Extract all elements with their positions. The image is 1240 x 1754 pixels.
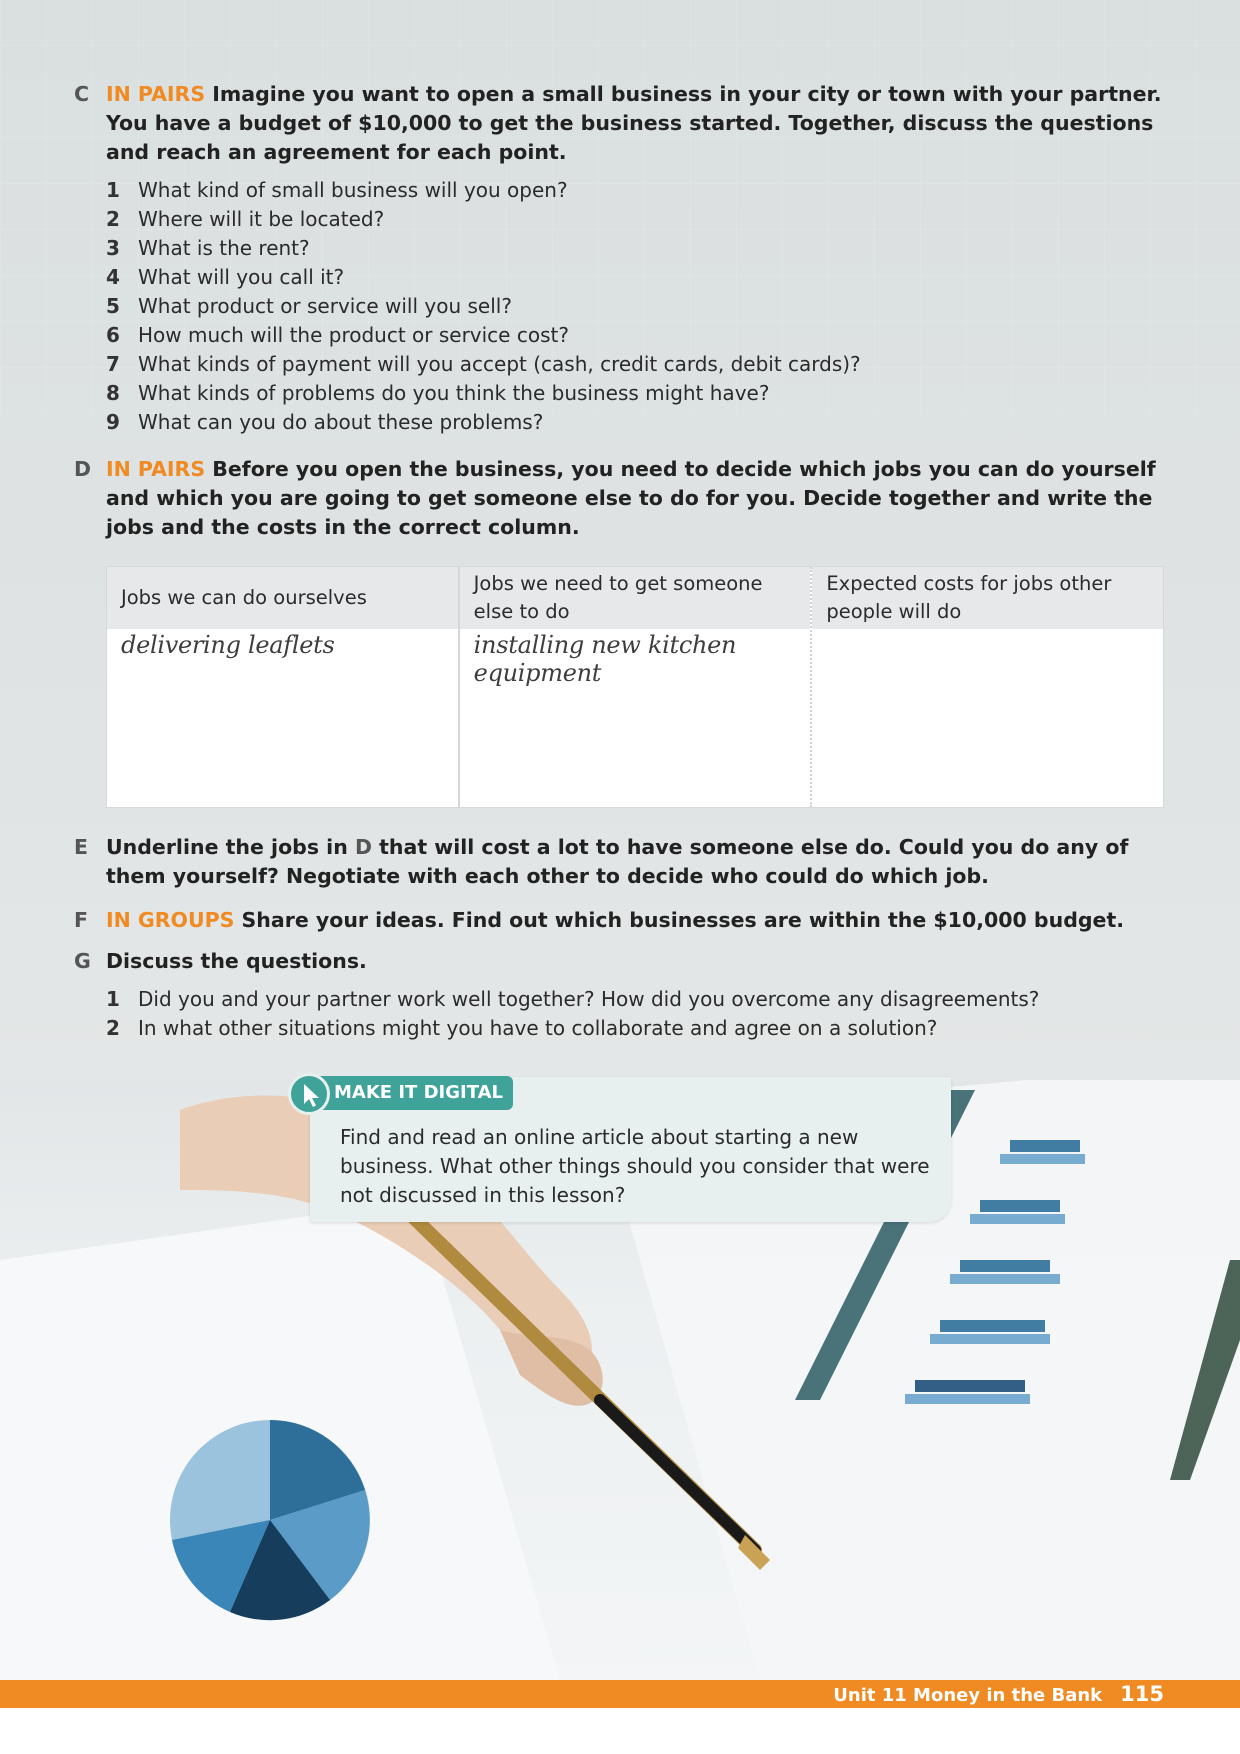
table-cell[interactable]: installing new kitchen equipment	[473, 631, 737, 687]
section-letter: G	[74, 949, 91, 973]
make-it-digital-badge: MAKE IT DIGITAL	[318, 1076, 513, 1110]
make-it-digital-text: Find and read an online article about starting a new business. What other things should you consider that were not discussed in this lesson?	[340, 1125, 930, 1207]
section-f-instruction: Share your ideas. Find out which businesses are within the $10,000 budget.	[241, 908, 1125, 932]
section-c-heading	[74, 80, 1174, 167]
table-cell[interactable]	[812, 629, 1163, 633]
section-c-instruction: Imagine you want to open a small business in your city or town with your partner. You have a budget of $10,000 to get the business started. Together, discuss the questions and reach an agreement for each point.	[106, 82, 1162, 164]
table-cell[interactable]: delivering leaflets	[121, 631, 335, 659]
section-f	[74, 906, 1174, 935]
section-e-text-before: Underline the jobs in	[106, 835, 355, 859]
table-column	[812, 567, 1163, 807]
section-d-heading	[74, 455, 1174, 542]
section-d	[74, 455, 1174, 542]
list-item: 5 What product or service will you sell?	[106, 294, 512, 318]
list-item: 3 What is the rent?	[106, 236, 310, 260]
section-g	[74, 947, 1174, 1043]
list-item: 1 What kind of small business will you open?	[106, 178, 568, 202]
list-item: 7 What kinds of payment will you accept (cash, credit cards, debit cards)?	[106, 352, 861, 376]
page-margin	[0, 1708, 1240, 1754]
page-number: 115	[1120, 1682, 1164, 1706]
section-e-text-after: that will cost a lot to have someone else do. Could you do any of them yourself? Negotiate with each other to decide who could do which job.	[106, 835, 1129, 888]
table-header: Jobs we need to get someone else to do	[460, 567, 811, 629]
list-item: 6 How much will the product or service cost?	[106, 323, 569, 347]
section-d-instruction: Before you open the business, you need to decide which jobs you can do yourself and which you are going to get someone else to do for you. Decide together and write the jobs and the costs in the correct column.	[106, 457, 1156, 539]
group-tag: IN GROUPS	[106, 908, 235, 932]
table-header: Expected costs for jobs other people will do	[812, 567, 1163, 629]
cursor-icon	[288, 1073, 330, 1115]
list-item: 9 What can you do about these problems?	[106, 410, 544, 434]
list-item: 4 What will you call it?	[106, 265, 345, 289]
table-column	[460, 567, 813, 807]
pair-tag: IN PAIRS	[106, 457, 206, 481]
section-c	[74, 80, 1174, 437]
section-letter: D	[74, 457, 92, 481]
jobs-table	[106, 566, 1164, 808]
section-letter: E	[74, 835, 89, 859]
list-item: 8 What kinds of problems do you think the business might have?	[106, 381, 770, 405]
table-column	[107, 567, 460, 807]
unit-title: Unit 11 Money in the Bank	[833, 1685, 1103, 1706]
page-footer	[0, 1680, 1240, 1708]
section-ref: D	[354, 835, 372, 859]
section-e	[74, 833, 1174, 891]
list-item: 2 In what other situations might you have to collaborate and agree on a solution?	[106, 1016, 938, 1040]
list-item: 2 Where will it be located?	[106, 207, 385, 231]
section-g-instruction: Discuss the questions.	[106, 949, 367, 973]
list-item: 1 Did you and your partner work well together? How did you overcome any disagreements?	[106, 987, 1040, 1011]
section-letter: F	[74, 908, 89, 932]
section-letter: C	[74, 82, 90, 106]
pair-tag: IN PAIRS	[106, 82, 206, 106]
section-c-questions	[106, 176, 1174, 437]
table-header: Jobs we can do ourselves	[107, 567, 458, 629]
section-g-questions	[106, 985, 1174, 1043]
